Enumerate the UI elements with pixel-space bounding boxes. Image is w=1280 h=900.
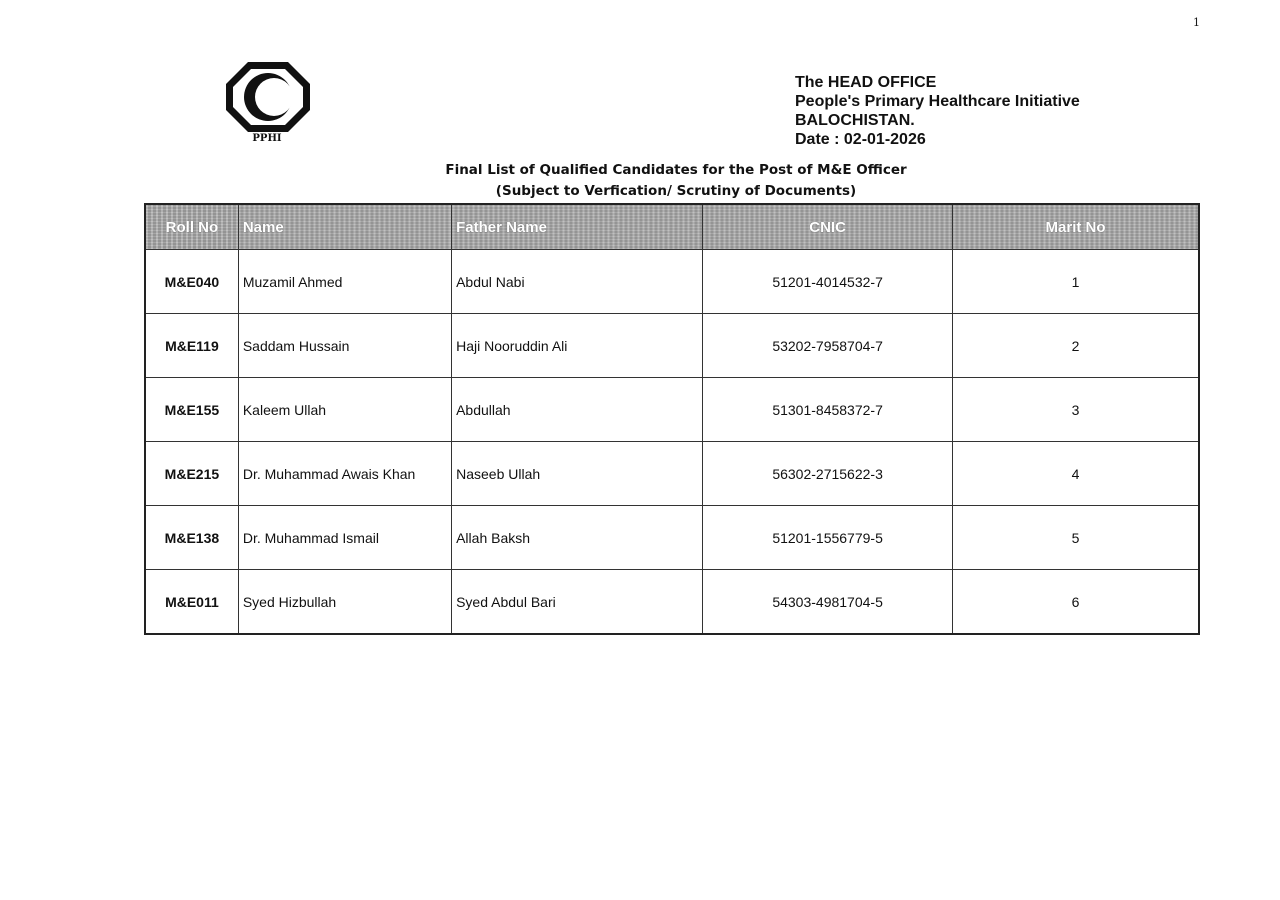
cell-name: Saddam Hussain bbox=[238, 314, 451, 378]
cell-cnic: 54303-4981704-5 bbox=[703, 570, 953, 635]
table-row bbox=[145, 442, 1199, 506]
cell-father-name: Allah Baksh bbox=[452, 506, 703, 570]
header-father-name: Father Name bbox=[452, 204, 703, 250]
table-row bbox=[145, 570, 1199, 635]
cell-merit-no: 4 bbox=[953, 442, 1199, 506]
cell-name: Kaleem Ullah bbox=[238, 378, 451, 442]
office-line-province: BALOCHISTAN. bbox=[795, 112, 915, 129]
cell-father-name: Haji Nooruddin Ali bbox=[452, 314, 703, 378]
cell-roll-no: M&E138 bbox=[145, 506, 238, 570]
cell-father-name: Syed Abdul Bari bbox=[452, 570, 703, 635]
cell-cnic: 51301-8458372-7 bbox=[703, 378, 953, 442]
document-title bbox=[0, 160, 1280, 202]
cell-father-name: Abdul Nabi bbox=[452, 250, 703, 314]
office-address-block bbox=[795, 73, 1080, 149]
page-number: 1 bbox=[1193, 16, 1200, 29]
pphi-logo bbox=[222, 60, 314, 144]
pphi-logo-icon bbox=[222, 60, 314, 144]
table-row bbox=[145, 506, 1199, 570]
cell-merit-no: 3 bbox=[953, 378, 1199, 442]
date-value: 02-01-2026 bbox=[843, 131, 926, 148]
table-row bbox=[145, 314, 1199, 378]
cell-father-name: Naseeb Ullah bbox=[452, 442, 703, 506]
cell-cnic: 51201-1556779-5 bbox=[703, 506, 953, 570]
candidates-table bbox=[144, 203, 1200, 635]
cell-merit-no: 5 bbox=[953, 506, 1199, 570]
cell-roll-no: M&E011 bbox=[145, 570, 238, 635]
cell-father-name: Abdullah bbox=[452, 378, 703, 442]
date-label: Date : bbox=[795, 131, 844, 148]
cell-name: Syed Hizbullah bbox=[238, 570, 451, 635]
cell-merit-no: 2 bbox=[953, 314, 1199, 378]
header-roll-no: Roll No bbox=[145, 204, 238, 250]
cell-cnic: 51201-4014532-7 bbox=[703, 250, 953, 314]
cell-roll-no: M&E155 bbox=[145, 378, 238, 442]
table-row bbox=[145, 250, 1199, 314]
table-row bbox=[145, 378, 1199, 442]
cell-cnic: 53202-7958704-7 bbox=[703, 314, 953, 378]
cell-roll-no: M&E119 bbox=[145, 314, 238, 378]
cell-roll-no: M&E040 bbox=[145, 250, 238, 314]
header-merit-no: Marit No bbox=[953, 204, 1199, 250]
document-date bbox=[795, 130, 1080, 149]
cell-cnic: 56302-2715622-3 bbox=[703, 442, 953, 506]
office-line-organization: People's Primary Healthcare Initiative bbox=[795, 93, 1080, 110]
cell-roll-no: M&E215 bbox=[145, 442, 238, 506]
cell-name: Dr. Muhammad Awais Khan bbox=[238, 442, 451, 506]
cell-name: Muzamil Ahmed bbox=[238, 250, 451, 314]
cell-name: Dr. Muhammad Ismail bbox=[238, 506, 451, 570]
header-name: Name bbox=[238, 204, 451, 250]
cell-merit-no: 6 bbox=[953, 570, 1199, 635]
svg-text:PPHI: PPHI bbox=[252, 133, 282, 144]
title-line-main: Final List of Qualified Candidates for the Post of M&E Officer bbox=[445, 162, 907, 178]
table-header-row bbox=[145, 204, 1199, 250]
header-cnic: CNIC bbox=[703, 204, 953, 250]
office-line-head-office: The HEAD OFFICE bbox=[795, 74, 937, 91]
title-line-subtitle: (Subject to Verfication/ Scrutiny of Documents) bbox=[495, 183, 857, 199]
cell-merit-no: 1 bbox=[953, 250, 1199, 314]
